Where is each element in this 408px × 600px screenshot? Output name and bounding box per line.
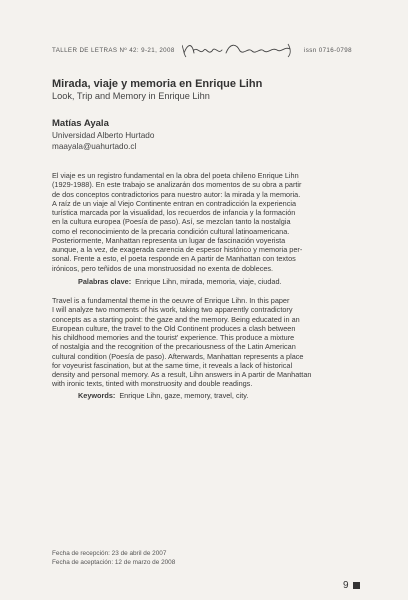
abstract-line: aunque, a la vez, de exagerada carencia de espesor histórico y memoria per-	[52, 245, 303, 254]
abstract-line: como el reconocimiento de la precaria condición cultural latinoamericana.	[52, 226, 290, 236]
abstract-line: cultural condition (Poesía de paso). Afterwards, Manhattan represents a place	[52, 351, 304, 361]
abstract-line: concepts as a starting point: the gaze and the memory. Being educated in an	[52, 314, 300, 324]
handwritten-signature	[182, 41, 292, 59]
abstract-line: turística marcada por la visualidad, los recuerdos de infancia y la formación	[52, 208, 296, 217]
keywords-label: Keywords:	[78, 391, 116, 400]
keywords-label: Palabras clave:	[78, 277, 132, 286]
running-header	[52, 44, 372, 58]
keywords-text: Enrique Lihn, mirada, memoria, viaje, ciudad.	[135, 277, 282, 286]
abstract-line: Posteriormente, Manhattan representa un lugar de fascinación voyerista	[52, 235, 286, 245]
abstract-line: El viaje es un registro fundamental en la obra del poeta chileno Enrique Lihn	[52, 171, 299, 180]
abstract-line: sonal. Frente a esto, el poeta responde en A partir de Manhattan con textos	[52, 254, 296, 264]
article-title: Mirada, viaje y memoria en Enrique Lihn	[52, 78, 263, 90]
page-number: 9	[343, 580, 349, 591]
keywords-spanish	[78, 277, 368, 286]
page-marker-square	[353, 582, 360, 589]
article-subtitle: Look, Trip and Memory in Enrique Lihn	[52, 91, 210, 101]
abstract-line: I will analyze two moments of his work, taking two apparently contradictory	[52, 305, 293, 315]
author-affiliation: Universidad Alberto Hurtado	[52, 131, 155, 140]
submission-dates	[52, 550, 175, 567]
abstract-line: (1929-1988). En este trabajo se analizarán dos momentos de su obra a partir	[52, 180, 302, 190]
abstract-line: for voyeurist fascination, but at the same time, it reveals a lack of historical	[52, 360, 293, 370]
abstract-line: his childhood memories and the tourist' experience. This produce a mixture	[52, 333, 295, 342]
abstract-line: European culture, the travel to the Old Continent produces a clash between	[52, 323, 296, 333]
date-accepted: Fecha de aceptación: 12 de marzo de 2008	[52, 558, 176, 566]
abstract-line: de dos conceptos contradictorios para nuestro autor: la mirada y la memoria.	[52, 189, 301, 199]
abstract-english	[52, 296, 362, 389]
journal-citation: TALLER DE LETRAS Nº 42: 9-21, 2008	[52, 47, 175, 54]
abstract-spanish	[52, 171, 362, 273]
abstract-line: Travel is a fundamental theme in the oeuvre of Enrique Lihn. In this paper	[52, 296, 290, 305]
abstract-line: A raíz de un viaje al Viejo Continente entran en contradicción la experiencia	[52, 198, 297, 208]
keywords-text: Enrique Lihn, gaze, memory, travel, city.	[119, 391, 249, 400]
abstract-line: en la cultura europea (Poesía de paso). Así, se mezclan tanto la nostalgia	[52, 217, 291, 227]
keywords-english	[78, 391, 368, 400]
issn: issn 0716-0798	[304, 47, 352, 54]
abstract-line: with ironic texts, tinted with monstruosity and double readings.	[52, 379, 253, 389]
abstract-line: of nostalgia and the recognition of the precariousness of the Latin American	[52, 342, 296, 352]
author-name: Matías Ayala	[52, 118, 109, 129]
author-email: maayala@uahurtado.cl	[52, 142, 137, 151]
date-received: Fecha de recepción: 23 de abril de 2007	[52, 550, 167, 557]
abstract-line: density and personal memory. As a result, Lihn answers in A partir de Manhattan	[52, 370, 312, 379]
abstract-line: irónicos, pero teñidos de una monstruosidad no exenta de dobleces.	[52, 263, 274, 273]
